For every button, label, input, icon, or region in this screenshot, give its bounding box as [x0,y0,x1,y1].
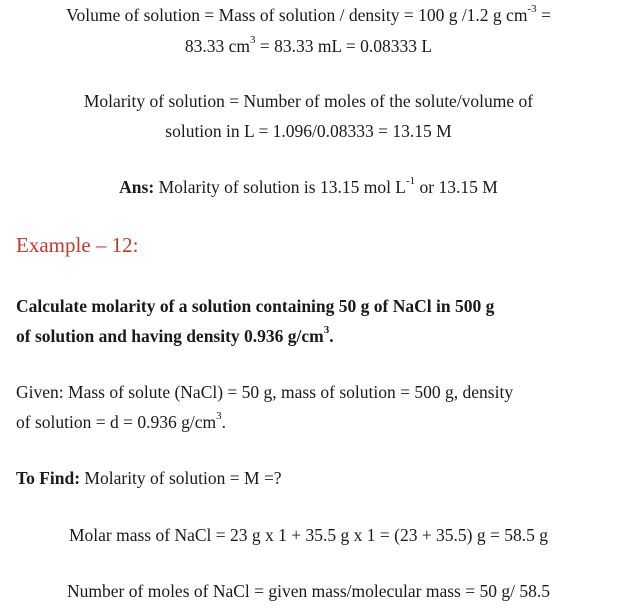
given-text: of solution = d = 0.936 g/cm [16,412,217,432]
superscript: -3 [527,3,537,16]
superscript: 3 [323,324,330,337]
question-line-2 [16,325,606,347]
example-heading: Example – 12: [16,233,139,257]
answer-text: Molarity of solution is 13.15 mol L [154,177,406,197]
volume-equation-line-1 [0,4,617,26]
given-line-2 [16,411,606,433]
molar-mass-line: Molar mass of NaCl = 23 g x 1 + 35.5 g x 1 = (23 + 35.5) g = 58.5 g [68,525,549,545]
volume-eq-text: Volume of solution = Mass of solution / density = 100 g /1.2 g cm [66,5,528,25]
volume-eq-text-end: = 83.33 mL = 0.08333 L [255,36,433,56]
molarity-equation-line-2: solution in L = 1.096/0.08333 = 13.15 M [165,121,452,141]
superscript: 3 [250,34,256,47]
given-line-1: Given: Mass of solute (NaCl) = 50 g, mass of solution = 500 g, density [16,382,514,402]
volume-eq-text: 83.33 cm [184,36,251,56]
answer-line [0,176,617,198]
superscript: 3 [216,410,222,423]
molarity-equation-line-1: Molarity of solution = Number of moles of the solute/volume of [83,91,534,111]
volume-equation-line-2 [0,35,617,57]
moles-line: Number of moles of NaCl = given mass/molecular mass = 50 g/ 58.5 [67,581,550,601]
volume-eq-text-end: = [536,5,551,25]
question-text-end: . [329,326,334,346]
answer-text-end: or 13.15 M [415,177,498,197]
superscript: -1 [406,175,416,188]
question-line-1: Calculate molarity of a solution containing 50 g of NaCl in 500 g [16,296,495,316]
to-find-text: Molarity of solution = M =? [80,468,282,488]
answer-label: Ans: [119,177,155,197]
given-text-end: . [221,412,226,432]
question-text: of solution and having density 0.936 g/cm [16,326,324,346]
to-find-line [16,467,606,489]
to-find-label: To Find: [16,468,81,488]
